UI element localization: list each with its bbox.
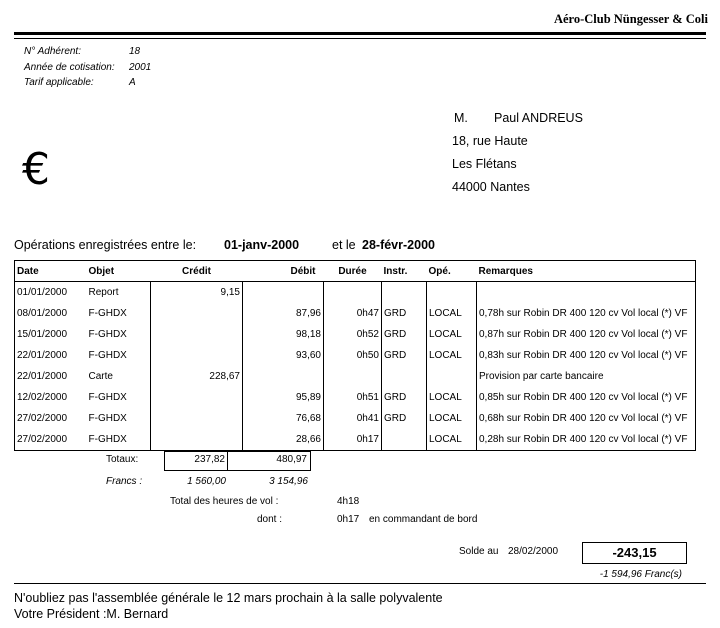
member-number-value: 18 <box>129 46 141 57</box>
totals-debit-francs: 3 154,96 <box>269 476 308 487</box>
cell-ope <box>427 282 477 304</box>
tariff-label: Tarif applicable: <box>24 77 94 88</box>
totals-label: Totaux: <box>106 454 139 465</box>
cell-debit <box>243 366 324 387</box>
cell-debit: 28,66 <box>243 429 324 451</box>
cell-objet: F-GHDX <box>88 329 127 340</box>
cell-duree: 0h41 <box>324 408 382 429</box>
header-rule-thick <box>14 32 706 35</box>
cell-credit <box>151 429 243 451</box>
address-city: 44000 Nantes <box>452 180 530 194</box>
flight-hours-label: Total des heures de vol : <box>170 496 279 507</box>
period-end: 28-févr-2000 <box>362 238 435 252</box>
cell-credit: 228,67 <box>151 366 243 387</box>
totals-box <box>164 451 311 471</box>
period-start: 01-janv-2000 <box>224 238 300 252</box>
cell-objet: F-GHDX <box>88 392 127 403</box>
cell-objet: F-GHDX <box>88 350 127 361</box>
table-row <box>15 429 696 451</box>
cell-date: 08/01/2000 <box>17 308 68 319</box>
period-intro: Opérations enregistrées entre le: <box>14 238 197 252</box>
header-debit: Débit <box>243 261 324 282</box>
header-remarques: Remarques <box>477 261 696 282</box>
cell-remarques: 0,85h sur Robin DR 400 120 cv Vol local (*) VF <box>477 387 696 408</box>
cell-credit <box>151 303 243 324</box>
table-row <box>15 324 696 345</box>
euro-icon: € <box>22 144 50 195</box>
cell-remarques: 0,83h sur Robin DR 400 120 cv Vol local (*) VF <box>477 345 696 366</box>
footer-president: Votre Président :M. Bernard <box>14 607 169 621</box>
totals-debit: 480,97 <box>276 454 307 465</box>
operations-table <box>14 260 696 451</box>
cell-remarques: 0,28h sur Robin DR 400 120 cv Vol local (*) VF <box>477 429 696 451</box>
cell-ope: LOCAL <box>427 408 477 429</box>
footer-rule <box>14 583 706 584</box>
cell-debit <box>243 282 324 304</box>
cell-date: 12/02/2000 <box>17 392 68 403</box>
command-hours-suffix: en commandant de bord <box>369 514 478 525</box>
cell-remarques: 0,68h sur Robin DR 400 120 cv Vol local (*) VF <box>477 408 696 429</box>
cell-date: 27/02/2000 <box>17 413 68 424</box>
cell-duree <box>324 366 382 387</box>
cell-ope: LOCAL <box>427 345 477 366</box>
cell-duree: 0h17 <box>324 429 382 451</box>
table-row <box>15 408 696 429</box>
cell-remarques: 0,87h sur Robin DR 400 120 cv Vol local (*) VF <box>477 324 696 345</box>
cell-remarques: Provision par carte bancaire <box>477 366 696 387</box>
balance-date: 28/02/2000 <box>508 546 559 557</box>
cell-date: 22/01/2000 <box>17 371 68 382</box>
totals-credit-francs: 1 560,00 <box>187 476 226 487</box>
cell-instr: GRD <box>382 303 427 324</box>
command-hours-label: dont : <box>257 514 283 525</box>
footer-announcement: N'oubliez pas l'assemblée générale le 12 mars prochain à la salle polyvalente <box>14 591 443 605</box>
address-locality: Les Flétans <box>452 157 517 171</box>
cell-credit: 9,15 <box>151 282 243 304</box>
header-credit: Crédit <box>151 261 243 282</box>
flight-hours-value: 4h18 <box>337 496 360 507</box>
cell-instr: GRD <box>382 387 427 408</box>
cell-ope: LOCAL <box>427 387 477 408</box>
cell-ope: LOCAL <box>427 429 477 451</box>
cell-instr: GRD <box>382 345 427 366</box>
member-number-label: N° Adhérent: <box>24 46 81 57</box>
address-name: Paul ANDREUS <box>494 111 583 125</box>
cell-debit: 98,18 <box>243 324 324 345</box>
cell-duree <box>324 282 382 304</box>
club-name: Aéro-Club Nüngesser & Coli <box>553 12 708 26</box>
header-duree: Durée <box>324 261 382 282</box>
cell-remarques: 0,78h sur Robin DR 400 120 cv Vol local (*) VF <box>477 303 696 324</box>
cell-credit <box>151 408 243 429</box>
cell-debit: 93,60 <box>243 345 324 366</box>
cell-objet: F-GHDX <box>88 413 127 424</box>
address-civility: M. <box>454 111 468 125</box>
header-rule-thin <box>14 38 706 39</box>
header-instr: Instr. <box>382 261 427 282</box>
cell-objet: Report <box>88 287 119 298</box>
table-header-row <box>15 261 696 282</box>
table-row <box>15 303 696 324</box>
cell-instr: GRD <box>382 408 427 429</box>
cell-credit <box>151 387 243 408</box>
cell-duree: 0h47 <box>324 303 382 324</box>
address-street: 18, rue Haute <box>452 134 528 148</box>
cell-objet: F-GHDX <box>88 434 127 445</box>
cell-duree: 0h51 <box>324 387 382 408</box>
header-date: Date <box>15 261 87 282</box>
cell-instr <box>382 282 427 304</box>
cell-date: 27/02/2000 <box>17 434 68 445</box>
table-row <box>15 387 696 408</box>
totals-credit: 237,82 <box>194 454 225 465</box>
cell-date: 22/01/2000 <box>17 350 68 361</box>
cell-ope: LOCAL <box>427 303 477 324</box>
cell-debit: 87,96 <box>243 303 324 324</box>
cell-date: 15/01/2000 <box>17 329 68 340</box>
cell-instr: GRD <box>382 324 427 345</box>
cell-credit <box>151 345 243 366</box>
period-joiner: et le <box>332 238 356 252</box>
cell-credit <box>151 324 243 345</box>
membership-year-value: 2001 <box>129 62 152 73</box>
cell-debit: 95,89 <box>243 387 324 408</box>
cell-duree: 0h52 <box>324 324 382 345</box>
cell-duree: 0h50 <box>324 345 382 366</box>
table-row <box>15 282 696 304</box>
balance-francs: -1 594,96 Franc(s) <box>599 569 682 580</box>
table-row <box>15 366 696 387</box>
balance-label: Solde au <box>459 546 499 557</box>
balance-amount: -243,15 <box>582 542 687 564</box>
cell-instr <box>382 366 427 387</box>
tariff-value: A <box>129 77 136 88</box>
cell-objet: F-GHDX <box>88 308 127 319</box>
cell-remarques <box>477 282 696 304</box>
cell-debit: 76,68 <box>243 408 324 429</box>
cell-ope <box>427 366 477 387</box>
cell-date: 01/01/2000 <box>17 287 68 298</box>
header-ope: Opé. <box>427 261 477 282</box>
cell-ope: LOCAL <box>427 324 477 345</box>
cell-instr <box>382 429 427 451</box>
cell-objet: Carte <box>88 371 113 382</box>
command-hours-value: 0h17 <box>337 514 360 525</box>
table-row <box>15 345 696 366</box>
membership-year-label: Année de cotisation: <box>24 62 115 73</box>
header-objet: Objet <box>87 261 151 282</box>
francs-label: Francs : <box>106 476 143 487</box>
